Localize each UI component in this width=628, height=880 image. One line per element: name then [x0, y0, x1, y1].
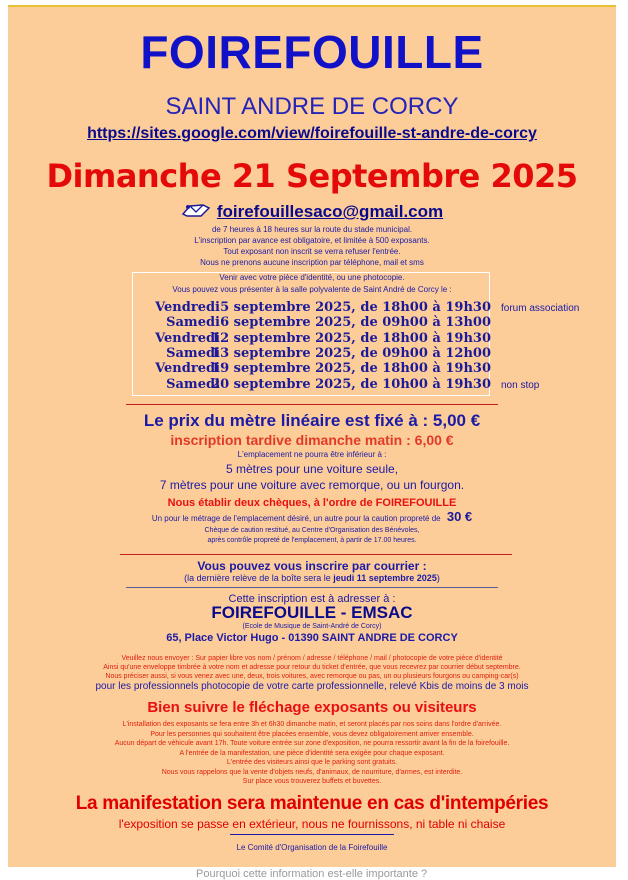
- intro-line: de 7 heures à 18 heures sur la route du stade municipal.: [211, 225, 413, 234]
- rule-line: Nous vous rappelons que la vente d'objets neufs, d'animaux, de nourriture, d'armes, est interdite.: [161, 768, 463, 776]
- event-date: Dimanche 21 Septembre 2025: [46, 157, 578, 195]
- schedule-row: [8, 377, 616, 392]
- organization-name: FOIREFOUILLE - EMSAC: [211, 603, 413, 622]
- intro-line: Nous ne prenons aucune inscription par téléphone, mail et sms: [200, 258, 424, 267]
- weather-notice: La manifestation sera maintenue en cas d'intempéries: [75, 793, 549, 814]
- schedule-day: Vendredi: [155, 361, 220, 377]
- schedule-row: [8, 315, 616, 330]
- arrows-title: Bien suivre le fléchage exposants ou visiteurs: [147, 699, 477, 716]
- deposit-amount: 30 €: [446, 509, 473, 524]
- schedule-time: 12 septembre 2025, de 18h00 à 19h30: [211, 330, 491, 346]
- website-link[interactable]: https://sites.google.com/view/foirefouille-st-andre-de-corcy: [87, 125, 537, 142]
- schedule-row: [8, 346, 616, 361]
- email-line: [8, 202, 616, 222]
- rule-line: Sur place vous trouverez buffets et buvettes.: [242, 778, 382, 785]
- send-line: Nous préciser aussi, si vous venez avec une, deux, trois voitures, avec remorque ou pas, un ou plusieurs fourgons ou camping-car(s): [105, 673, 519, 680]
- schedule-day: Samedi: [166, 315, 220, 331]
- schedule-row: [8, 361, 616, 376]
- email-address[interactable]: foirefouillesaco@gmail.com: [216, 202, 444, 221]
- mail-note-end: ): [436, 573, 440, 583]
- mail-note-text: (la dernière relève de la boîte sera le: [184, 573, 334, 583]
- schedule-note: non stop: [501, 379, 540, 391]
- cheques-line: [8, 509, 616, 524]
- intro-line: Tout exposant non inscrit se verra refuser l'entrée.: [223, 247, 401, 256]
- rule-line: Pour les personnes qui souhaitent être placées ensemble, vous devez obligatoirement arriver ensemble.: [150, 730, 474, 738]
- poster-title: FOIREFOUILLE: [140, 26, 484, 78]
- mail-deadline: jeudi 11 septembre 2025: [333, 573, 437, 583]
- schedule-time: 13 septembre 2025, de 09h00 à 12h00: [211, 345, 491, 361]
- cheques-text: Un pour le métrage de l'emplacement désiré, un autre pour la caution propreté de: [151, 514, 441, 523]
- schedule-day: Samedi: [166, 345, 220, 361]
- space-note: L'emplacement ne pourra être inférieur à :: [237, 450, 387, 459]
- rule-line: Aucun départ de véhicule avant 17h. Toute voiture entrée sur zone d'exposition, ne pourra ressortir avant la fin de la foirefouille.: [114, 740, 510, 747]
- schedule-row: [8, 331, 616, 346]
- schedule-time: 6 septembre 2025, de 09h00 à 13h00: [220, 315, 491, 331]
- cut-off-text: Pourquoi cette information est-elle importante ?: [196, 868, 428, 880]
- schedule-time: 5 septembre 2025, de 18h00 à 19h30: [220, 300, 491, 315]
- cheques-title: Nous établir deux chèques, à l'ordre de FOIREFOUILLE: [167, 497, 457, 509]
- price-per-meter: Le prix du mètre linéaire est fixé à : 5,00 €: [143, 411, 481, 430]
- divider: [120, 554, 512, 555]
- schedule-time: 19 septembre 2025, de 18h00 à 19h30: [211, 361, 491, 377]
- cheques-note: après contrôle propreté de l'emplacement, à partir de 17.00 heures.: [207, 537, 417, 544]
- organization-subtitle: (Ecole de Musique de Saint-André de Corcy): [242, 623, 382, 630]
- pro-line: pour les professionnels photocopie de votre carte professionnelle, relevé Kbis de moins de 3 mois: [95, 681, 529, 692]
- divider: [126, 404, 498, 405]
- box-intro-line: Venir avec votre pièce d'identité, ou une photocopie.: [219, 273, 405, 282]
- mail-note: [8, 573, 616, 583]
- schedule-day: Vendredi: [155, 330, 220, 346]
- event-poster: [8, 5, 616, 867]
- outdoor-notice: l'exposition se passe en extérieur, nous ne fournissons, ni table ni chaise: [118, 817, 506, 831]
- schedule-day: Vendredi: [155, 300, 220, 315]
- rule-line: L'entrée des visiteurs ainsi que le parking sont gratuits.: [226, 759, 398, 766]
- space-line: 7 mètres pour une voiture avec remorque, ou un fourgon.: [159, 478, 465, 492]
- cheques-note: Chèque de caution restitué, au Centre d'Organisation des Bénévoles,: [204, 527, 420, 534]
- box-intro-line: Vous pouvez vous présenter à la salle polyvalente de Saint André de Corcy le :: [172, 285, 452, 294]
- schedule-day: Samedi: [166, 376, 220, 392]
- divider: [230, 834, 394, 835]
- schedule-time: 20 septembre 2025, de 10h00 à 19h30: [211, 376, 491, 392]
- envelope-icon: [181, 202, 211, 218]
- rule-line: L'installation des exposants se fera entre 3h et 6h30 dimanche matin, et seront placés par nos soins dans l'ordre d'arrivée.: [122, 721, 502, 728]
- send-line: Ainsi qu'une enveloppe timbrée à votre nom et adresse pour retour du ticket d'entrée, que vous recevrez par courrier début septembre.: [103, 664, 521, 671]
- intro-line: L'inscription par avance est obligatoire, et limitée à 500 exposants.: [194, 236, 430, 245]
- mail-title: Vous pouvez vous inscrire par courrier :: [197, 559, 427, 573]
- late-price: inscription tardive dimanche matin : 6,00 €: [170, 432, 454, 448]
- signature: Le Comité d'Organisation de la Foirefouille: [236, 843, 388, 852]
- space-line: 5 mètres pour une voiture seule,: [225, 462, 399, 476]
- address-intro: Cette inscription est à adresser à :: [228, 593, 396, 605]
- organization-address: 65, Place Victor Hugo - 01390 SAINT ANDRE DE CORCY: [166, 632, 458, 644]
- divider: [126, 587, 498, 588]
- town-name: SAINT ANDRE DE CORCY: [165, 93, 459, 120]
- schedule-note: forum association: [501, 303, 580, 314]
- send-line: Veuillez nous envoyer : Sur papier libre vos nom / prénom / adresse / téléphone / mail / photocopie de votre pièce d'identité: [121, 655, 503, 662]
- rule-line: A l'entrée de la manifestation, une pièce d'identité sera exigée pour chaque exposant.: [179, 749, 445, 757]
- schedule-row: [8, 300, 616, 315]
